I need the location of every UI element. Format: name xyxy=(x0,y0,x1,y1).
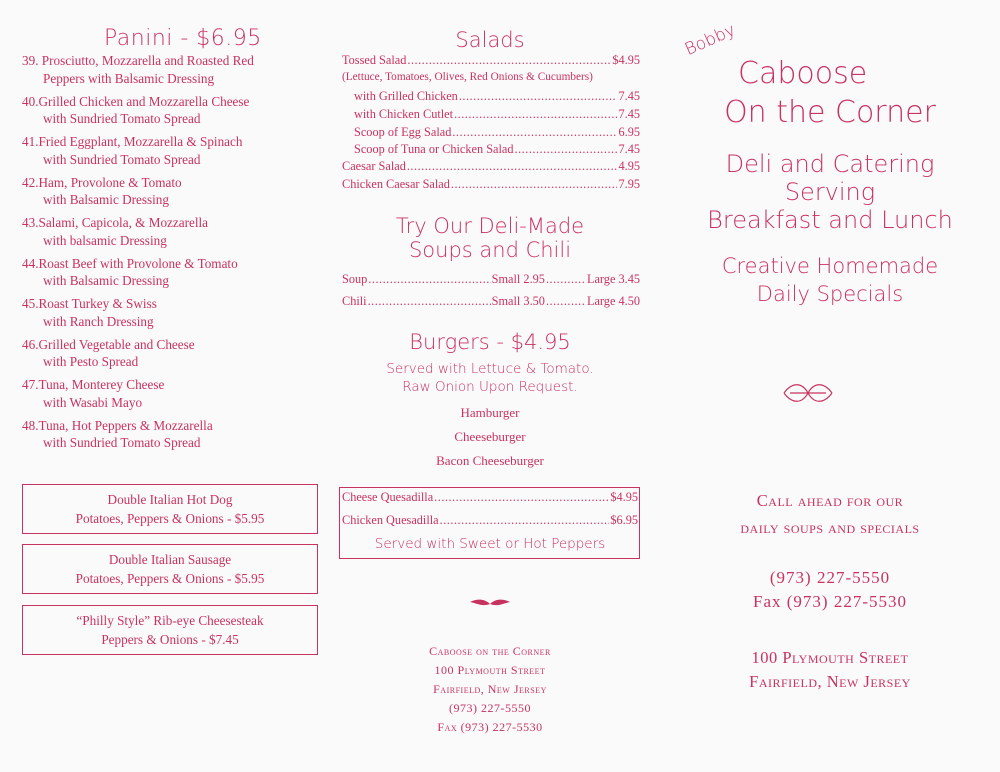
addon-name: with Grilled Chicken xyxy=(354,89,458,103)
panini-item xyxy=(22,52,322,87)
burger-item: Bacon Cheeseburger xyxy=(436,453,544,468)
footer-city: Fairfield, New Jersey xyxy=(433,682,547,696)
special-name: Double Italian Sausage xyxy=(108,552,232,567)
salads-title: Salads xyxy=(455,28,525,52)
quesadilla-row xyxy=(342,489,638,506)
burgers-desc-line: Served with Lettuce & Tomato. xyxy=(386,361,594,377)
special-name: Double Italian Hot Dog xyxy=(107,492,233,507)
soup-large: Large 3.45 xyxy=(586,272,640,286)
soup-small: Small 2.95 xyxy=(491,272,545,286)
special-box-2 xyxy=(22,544,318,594)
panini-item-detail: with balsamic Dressing xyxy=(43,232,167,248)
panini-item-name: 40.Grilled Chicken and Mozzarella Cheese xyxy=(22,93,250,109)
salad-addon-row xyxy=(354,124,640,141)
panini-item xyxy=(22,93,322,128)
special-name: “Philly Style” Rib-eye Cheesesteak xyxy=(76,613,264,628)
address-city: Fairfield, New Jersey xyxy=(749,672,911,691)
quesadilla-row xyxy=(342,512,638,529)
brand-name-line1: Caboose xyxy=(738,56,868,91)
burgers-description xyxy=(340,360,640,396)
footer-name: Caboose on the Corner xyxy=(429,644,551,658)
addon-price: 6.95 xyxy=(618,125,640,139)
quesadilla-price: $4.95 xyxy=(610,490,638,504)
quesadilla-price: $6.95 xyxy=(610,513,638,527)
burger-item: Hamburger xyxy=(460,405,520,420)
brand-specials xyxy=(680,252,980,308)
panini-item-detail: with Balsamic Dressing xyxy=(43,273,169,288)
panini-item xyxy=(22,255,322,290)
panini-item-name: 42.Ham, Provolone & Tomato xyxy=(22,174,182,190)
tagline-line: Serving xyxy=(784,178,876,206)
panini-item-detail: Peppers with Balsamic Dressing xyxy=(43,70,215,86)
panini-item-detail: with Sundried Tomato Spread xyxy=(43,435,201,450)
tagline-line: Breakfast and Lunch xyxy=(707,206,953,234)
quesadilla-name: Chicken Quesadilla xyxy=(342,513,439,527)
special-box-1 xyxy=(22,484,318,534)
panini-list xyxy=(22,52,322,457)
salad-price: 7.95 xyxy=(618,177,640,191)
panini-item-name: 47.Tuna, Monterey Cheese xyxy=(22,377,165,392)
panini-item xyxy=(22,133,322,168)
brand-tagline xyxy=(680,150,980,235)
brand-bobby: Bobby xyxy=(681,20,739,60)
soups-title-line: Try Our Deli-Made xyxy=(395,214,585,238)
addon-name: with Chicken Cutlet xyxy=(354,107,454,121)
quesadilla-name: Cheese Quesadilla xyxy=(342,490,434,504)
street-address xyxy=(680,646,980,694)
addon-price: 7.45 xyxy=(618,107,640,121)
addon-price: 7.45 xyxy=(618,142,640,156)
salad-name: Chicken Caesar Salad xyxy=(342,177,450,191)
chili-row xyxy=(342,293,640,310)
panini-title: Panini - $6.95 xyxy=(104,26,262,51)
salad-name: Tossed Salad xyxy=(342,53,407,67)
soup-name: Chili xyxy=(342,294,367,308)
panini-item-detail: with Pesto Spread xyxy=(43,354,139,369)
panini-item-name: 48.Tuna, Hot Peppers & Mozzarella xyxy=(22,417,213,433)
addon-name: Scoop of Tuna or Chicken Salad xyxy=(354,142,514,156)
salad-row-caesar xyxy=(342,158,640,175)
special-box-3 xyxy=(22,605,318,655)
special-detail: Potatoes, Peppers & Onions - $5.95 xyxy=(75,511,265,526)
soups-title-line: Soups and Chili xyxy=(408,238,572,262)
footer-phone: (973) 227-5550 xyxy=(449,701,531,715)
flourish-icon xyxy=(780,378,836,408)
ornament-icon xyxy=(466,597,514,611)
panini-item xyxy=(22,417,322,452)
phone-number: (973) 227-5550 xyxy=(769,568,891,587)
burger-list xyxy=(340,401,640,473)
tossed-salad-note: (Lettuce, Tomatoes, Olives, Red Onions & Cucumbers) xyxy=(342,71,593,83)
panini-item xyxy=(22,295,322,330)
panini-item xyxy=(22,376,322,411)
contact-numbers xyxy=(680,566,980,614)
specials-line: Daily Specials xyxy=(756,282,904,306)
salad-addon-row xyxy=(354,106,640,123)
panini-item xyxy=(22,214,322,249)
salad-price: $4.95 xyxy=(612,53,640,67)
soup-large: Large 4.50 xyxy=(586,294,640,308)
tagline-line: Deli and Catering xyxy=(725,150,935,178)
quesadilla-note: Served with Sweet or Hot Peppers xyxy=(374,536,606,552)
panini-item-name: 46.Grilled Vegetable and Cheese xyxy=(22,336,195,352)
panini-item-detail: with Sundried Tomato Spread xyxy=(43,111,201,126)
salad-name: Caesar Salad xyxy=(342,159,406,173)
panini-item-detail: with Sundried Tomato Spread xyxy=(43,151,201,167)
soup-row xyxy=(342,271,640,288)
special-detail: Potatoes, Peppers & Onions - $5.95 xyxy=(75,571,265,586)
footer-address xyxy=(340,642,640,737)
soups-title xyxy=(340,214,640,262)
salad-row-chicken-caesar xyxy=(342,176,640,193)
burgers-title: Burgers - $4.95 xyxy=(409,330,571,354)
soup-small: Small 3.50 xyxy=(491,294,545,308)
address-street: 100 Plymouth Street xyxy=(751,648,909,667)
panini-item-detail: with Wasabi Mayo xyxy=(43,394,143,410)
panini-item-name: 45.Roast Turkey & Swiss xyxy=(22,296,157,311)
footer-street: 100 Plymouth Street xyxy=(434,663,546,677)
panini-item-name: 44.Roast Beef with Provolone & Tomato xyxy=(22,255,238,271)
fax-number: Fax (973) 227-5530 xyxy=(753,592,907,611)
salad-price: 4.95 xyxy=(618,159,640,173)
call-ahead xyxy=(680,487,980,541)
soup-name: Soup xyxy=(342,272,368,286)
salad-addon-row xyxy=(354,88,640,105)
call-ahead-line: Call ahead for our xyxy=(756,491,904,510)
panini-item-name: 39. Prosciutto, Mozzarella and Roasted Red xyxy=(22,53,254,68)
special-detail: Peppers & Onions - $7.45 xyxy=(101,632,239,647)
panini-item-detail: with Ranch Dressing xyxy=(43,313,154,329)
panini-item-name: 43.Salami, Capicola, & Mozzarella xyxy=(22,215,209,230)
burger-item: Cheeseburger xyxy=(454,429,526,444)
burgers-desc-line: Raw Onion Upon Request. xyxy=(402,379,578,395)
call-ahead-line: daily soups and specials xyxy=(740,518,920,537)
specials-line: Creative Homemade xyxy=(721,254,939,278)
brand-name-line2: On the Corner xyxy=(724,95,936,130)
panini-item-detail: with Balsamic Dressing xyxy=(43,192,169,207)
panini-item xyxy=(22,336,322,371)
panini-item-name: 41.Fried Eggplant, Mozzarella & Spinach xyxy=(22,134,243,149)
addon-price: 7.45 xyxy=(618,89,640,103)
salad-addon-row xyxy=(354,141,640,158)
footer-fax: Fax (973) 227-5530 xyxy=(437,720,543,734)
addon-name: Scoop of Egg Salad xyxy=(354,125,452,139)
panini-item xyxy=(22,174,322,209)
salad-row-tossed xyxy=(342,52,640,69)
